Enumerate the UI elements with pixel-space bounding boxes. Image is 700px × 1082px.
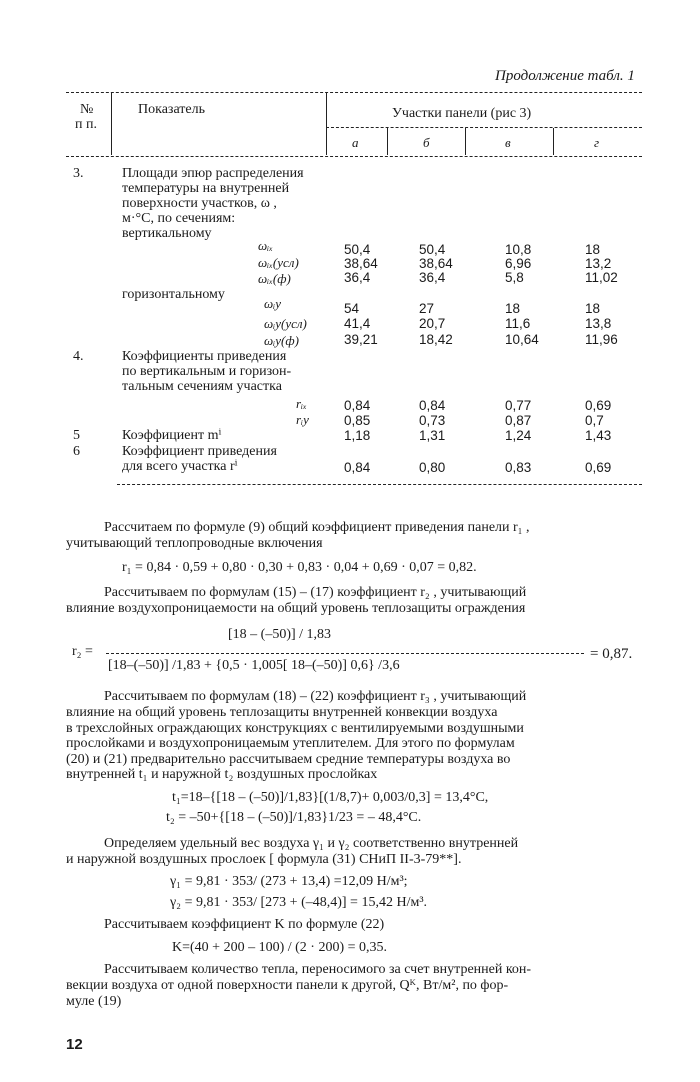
paragraph-4 — [104, 836, 518, 852]
cell-value: 36,4 — [344, 270, 371, 285]
text-line: Рассчитываем по формулам (15) – (17) коэффициент r₂ , учитывающий — [104, 585, 527, 600]
cell-value: 0,80 — [419, 460, 446, 475]
cell-value: 1,43 — [585, 428, 612, 443]
col-divider-c — [553, 128, 554, 155]
cell-value: 10,8 — [505, 242, 532, 257]
text-line: и наружной воздушных прослоек [ формула (31) СНиП II-3-79**]. — [66, 852, 462, 867]
paragraph-1b — [66, 536, 323, 552]
cell-value: 0,85 — [344, 413, 371, 428]
cell-value: 0,77 — [505, 398, 532, 413]
cell-value: 0,84 — [344, 460, 371, 475]
cell-value: 0,69 — [585, 460, 612, 475]
text-line: муле (19) — [66, 993, 122, 1009]
cell-value: 0,84 — [344, 398, 371, 413]
col-header-a: а — [352, 135, 359, 150]
row-text: Коэффициент приведения — [122, 444, 277, 459]
cell-value: 1,18 — [344, 428, 371, 443]
paragraph-3 — [104, 689, 526, 705]
row-symbol: ωᵢy(ф) — [264, 333, 299, 348]
paragraph-2 — [104, 585, 526, 601]
cell-value: 5,8 — [505, 270, 524, 285]
row-text: тальным сечениям участка — [122, 379, 282, 394]
paragraph-6b — [66, 978, 508, 1009]
formula-t1: t₁=18–{[18 – (–50)]/1,83}[(1/8,7)+ 0,003/0,3] = 13,4°C, — [172, 790, 489, 805]
paragraph-5: Рассчитываем коэффициент K по формуле (22) — [104, 917, 385, 932]
header-num-2: п п. — [75, 117, 97, 132]
row-num: 5 — [73, 428, 80, 443]
cell-value: 18 — [585, 301, 601, 316]
cell-value: 36,4 — [419, 270, 446, 285]
row-symbol: ωᵢₓ(усл) — [258, 255, 299, 270]
formula-k: K=(40 + 200 – 100) / (2 · 200) = 0,35. — [172, 940, 387, 955]
cell-value: 11,6 — [505, 316, 531, 331]
text-line: (20) и (21) предварительно рассчитываем средние температуры воздуха во — [66, 751, 511, 767]
fraction-bar — [106, 653, 584, 654]
cell-value: 39,21 — [344, 332, 378, 347]
formula-r1: r₁ = 0,84 · 0,59 + 0,80 · 0,30 + 0,83 · 0,04 + 0,69 · 0,07 = 0,82. — [122, 560, 477, 575]
cell-value: 11,02 — [585, 270, 618, 285]
formula-r2-numerator: [18 – (–50)] / 1,83 — [228, 627, 332, 642]
paragraph-2b — [66, 601, 525, 617]
row-text: Площади эпюр распределения — [122, 166, 304, 181]
row-symbol: ωᵢₓ(ф) — [258, 271, 291, 286]
cell-value: 20,7 — [419, 316, 446, 331]
formula-r2-denominator: [18–(–50)] /1,83 + {0,5 · 1,005[ 18–(–50)] 0,6} /3,6 — [108, 658, 400, 673]
text-line: Рассчитаем по формуле (9) общий коэффициент приведения панели r₁ , — [104, 520, 530, 535]
table-caption: Продолжение табл. 1 — [495, 68, 635, 84]
col-divider-b — [465, 128, 466, 155]
header-sections: Участки панели (рис 3) — [392, 106, 532, 121]
paragraph-6 — [104, 962, 531, 978]
cell-value: 10,64 — [505, 332, 539, 347]
paragraph-4b — [66, 852, 461, 868]
row-symbol: ωᵢy — [264, 296, 282, 311]
header-indicator: Показатель — [138, 102, 205, 117]
paragraph-1 — [104, 520, 530, 536]
cell-value: 0,73 — [419, 413, 446, 428]
row-text: вертикальному — [122, 226, 212, 241]
col-header-b: б — [423, 135, 430, 150]
col-divider-a — [387, 128, 388, 155]
text-line: в трехслойных ограждающих конструкциях с вентилируемыми воздушными — [66, 720, 524, 736]
header-divider-2 — [326, 93, 327, 155]
row-text: температуры на внутренней — [122, 181, 290, 196]
text-line: влияние воздухопроницаемости на общий уровень теплозащиты ограждения — [66, 601, 526, 616]
text-line: внутренней t₁ и наружной t₂ воздушных прослойках — [66, 767, 378, 782]
header-divider-1 — [111, 93, 112, 155]
cell-value: 11,96 — [585, 332, 618, 347]
row-sublabel: горизонтальному — [122, 287, 225, 302]
cell-value: 6,96 — [505, 256, 532, 271]
cell-value: 0,83 — [505, 460, 532, 475]
cell-value: 0,69 — [585, 398, 612, 413]
row-text: по вертикальным и горизон- — [122, 364, 292, 379]
text-line: Определяем удельный вес воздуха γ₁ и γ₂ соответственно внутренней — [104, 836, 519, 851]
cell-value: 38,64 — [344, 256, 378, 271]
cell-value: 0,87 — [505, 413, 532, 428]
row-text: поверхности участков, ω , — [122, 196, 277, 211]
cell-value: 50,4 — [344, 242, 371, 257]
formula-t2: t₂ = –50+{[18 – (–50)]/1,83}1/23 = – 48,4°C. — [166, 810, 422, 825]
formula-r2-lhs: r₂ = — [72, 644, 93, 659]
cell-value: 54 — [344, 301, 360, 316]
cell-value: 1,31 — [419, 428, 446, 443]
header-num: № — [80, 102, 94, 117]
row-text: Коэффициенты приведения — [122, 349, 287, 364]
cell-value: 38,64 — [419, 256, 453, 271]
cell-value: 27 — [419, 301, 435, 316]
cell-value: 1,24 — [505, 428, 532, 443]
formula-r2-result: = 0,87. — [590, 646, 633, 662]
subheader-rule — [326, 127, 642, 128]
row-num: 4. — [73, 349, 84, 364]
formula-gamma1: γ₁ = 9,81 · 353/ (273 + 13,4) =12,09 Н/м³; — [170, 874, 408, 889]
text-line: прослойками и воздухопроницаемым утеплителем. Для этого по формулам — [66, 736, 515, 751]
cell-value: 0,84 — [419, 398, 446, 413]
col-header-d: г — [594, 135, 600, 150]
row-text: м·°С, по сечениям: — [122, 211, 236, 226]
text-line: Рассчитываем количество тепла, переносимого за счет внутренней кон- — [104, 962, 532, 977]
paragraph-3b — [66, 705, 642, 783]
header-bottom-rule — [66, 156, 642, 157]
table-bottom-rule — [117, 484, 642, 485]
cell-value: 50,4 — [419, 242, 446, 257]
row-symbol: rᵢₓ — [296, 396, 307, 411]
text-line: Рассчитываем по формулам (18) – (22) коэффициент r₃ , учитывающий — [104, 689, 527, 704]
page-number: 12 — [66, 1036, 83, 1053]
row-num: 3. — [73, 166, 84, 181]
table-top-rule — [66, 92, 642, 93]
cell-value: 41,4 — [344, 316, 371, 331]
cell-value: 18,42 — [419, 332, 453, 347]
cell-value: 13,8 — [585, 316, 612, 331]
cell-value: 18 — [585, 242, 601, 257]
row-symbol: ωᵢₓ — [258, 238, 273, 253]
cell-value: 18 — [505, 301, 521, 316]
row-num: 6 — [73, 444, 80, 459]
row-symbol: ωᵢy(усл) — [264, 316, 307, 331]
col-header-c: в — [505, 135, 511, 150]
row-symbol: rᵢy — [296, 412, 309, 427]
row-text: для всего участка rⁱ — [122, 459, 238, 474]
formula-gamma2: γ₂ = 9,81 · 353/ [273 + (–48,4)] = 15,42 Н/м³. — [170, 895, 428, 910]
text-line: учитывающий теплопроводные включения — [66, 536, 323, 551]
cell-value: 0,7 — [585, 413, 604, 428]
row-text: Коэффициент mⁱ — [122, 428, 222, 443]
text-line: влияние на общий уровень теплозащиты внутренней конвекции воздуха — [66, 705, 498, 720]
text-line: векции воздуха от одной поверхности панели к другой, Qᴷ, Вт/м², по фор- — [66, 978, 509, 993]
cell-value: 13,2 — [585, 256, 612, 271]
